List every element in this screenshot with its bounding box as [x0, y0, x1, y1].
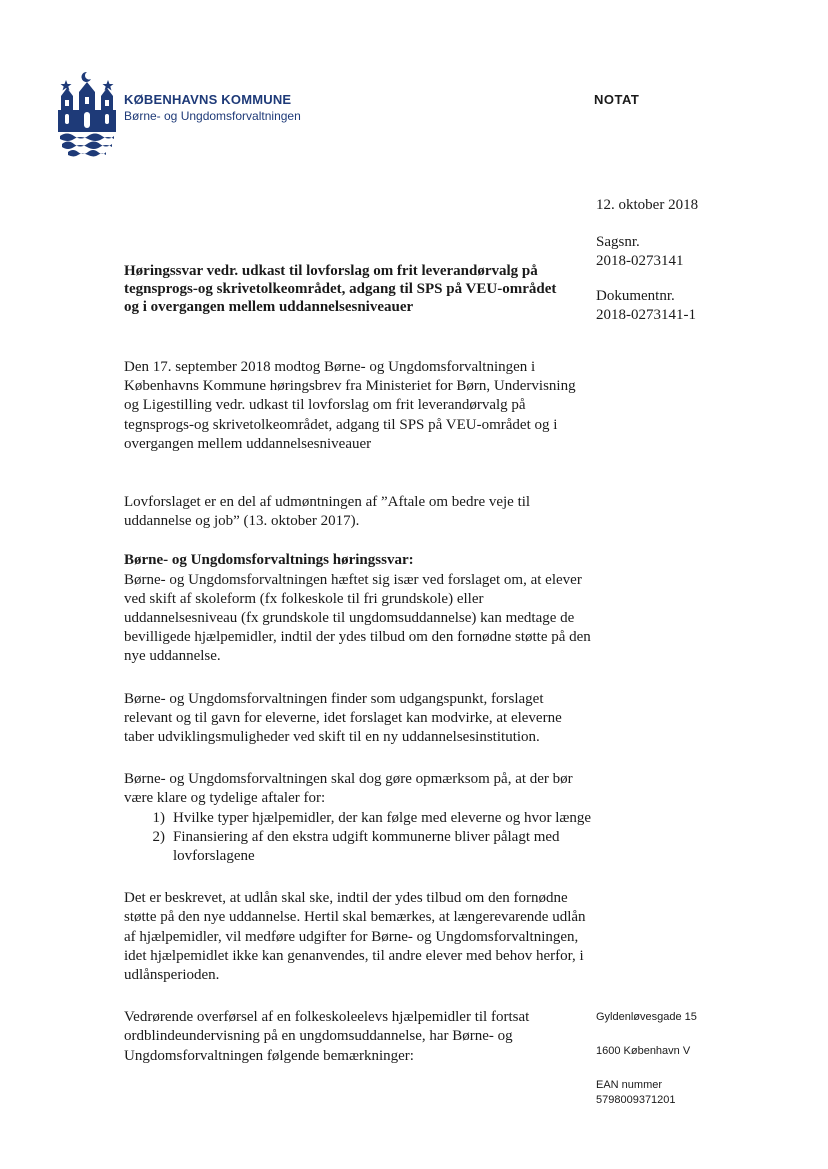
ean-number: 5798009371201 — [596, 1094, 676, 1106]
agreements-list — [124, 809, 594, 867]
list-item — [124, 809, 594, 828]
list-item-number: 1) — [152, 809, 165, 826]
paragraph-transfer: Vedrørende overførsel af en folkeskoleelevs hjælpemidler til fortsat ordblindeundervisning på en ungdomsuddannelse, har Børne- og Ungdomsforvaltningen følgende bemærkninger: — [124, 1009, 530, 1064]
paragraph-agreements: Børne- og Ungdomsforvaltningen skal dog gøre opmærksom på, at der bør være klare og tydelige aftaler for: — [124, 771, 573, 807]
organization-name: KØBENHAVNS KOMMUNE — [124, 92, 292, 107]
address-city: 1600 København V — [596, 1045, 691, 1057]
list-item — [124, 828, 594, 866]
document-number: 2018-0273141-1 — [596, 307, 696, 323]
kobenhavns-kommune-logo — [58, 70, 116, 160]
list-item-text: Finansiering af den ekstra udgift kommunerne bliver pålagt med lovforslagene — [173, 828, 560, 865]
document-title: Høringssvar vedr. udkast til lovforslag om frit leverandørvalg på tegnsprogs-og skrivetolkeområdet, adgang til SPS på VEU-området og i overgangen mellem uddannelsesniveauer — [124, 263, 557, 315]
document-date: 12. oktober 2018 — [596, 197, 699, 213]
case-number-label: Sagsnr. — [596, 234, 640, 250]
organization-unit: Børne- og Ungdomsforvaltningen — [124, 109, 301, 123]
ean-block — [596, 1078, 676, 1108]
paragraph-intro: Den 17. september 2018 modtog Børne- og Ungdomsforvaltningen i Københavns Kommune høringsbrev fra Ministeriet for Børn, Undervisning og Ligestilling vedr. udkast til lovforslag om frit leverandørvalg på tegnsprogs-og skrivetolkeområdet, adgang til SPS på VEU-området og i overgangen mellem uddannelsesniveauer — [124, 359, 576, 452]
ean-label: EAN nummer — [596, 1079, 663, 1091]
paragraph-concern: Børne- og Ungdomsforvaltningen hæftet sig især ved forslaget om, at elever ved skift af skoleform (fx folkeskole til fri grundskole) eller uddannelsesniveau (fx grundskole til ungdomsuddannelse) kan medtage de bevilligede hjælpemidler, indtil der ydes tilbud om den fornødne støtte på den nye uddannelse. — [124, 571, 591, 665]
case-number: 2018-0273141 — [596, 253, 684, 269]
case-number-block — [596, 233, 684, 271]
document-number-block — [596, 287, 696, 325]
document-body — [124, 358, 594, 1066]
paragraph-assessment: Børne- og Ungdomsforvaltningen finder som udgangspunkt, forslaget relevant og til gavn for eleverne, idet forslaget kan modvirke, at eleverne taber udviklingsmuligheder ved skift til en ny uddannelsesinstitution. — [124, 690, 562, 746]
list-item-number: 2) — [152, 828, 165, 845]
section-heading: Børne- og Ungdomsforvaltnings høringssvar: — [124, 552, 414, 569]
organization-block — [124, 92, 301, 124]
paragraph-background: Lovforslaget er en del af udmøntningen af ”Aftale om bedre veje til uddannelse og job” (13. oktober 2017). — [124, 494, 531, 530]
document-type: NOTAT — [594, 92, 640, 107]
document-number-label: Dokumentnr. — [596, 288, 675, 304]
list-item-text: Hvilke typer hjælpemidler, der kan følge med eleverne og hvor længe — [173, 809, 592, 826]
address-street: Gyldenløvesgade 15 — [596, 1011, 697, 1023]
paragraph-loan: Det er beskrevet, at udlån skal ske, indtil der ydes tilbud om den fornødne støtte på den nye uddannelse. Hertil skal bemærkes, at længerevarende udlån af hjælpemidler, vil medføre udgifter for Børne- og Ungdomsforvaltningen, idet hjælpemidlet ikke kan genanvendes, til andre elever med behov herfor, i udlånsperioden. — [124, 890, 586, 984]
